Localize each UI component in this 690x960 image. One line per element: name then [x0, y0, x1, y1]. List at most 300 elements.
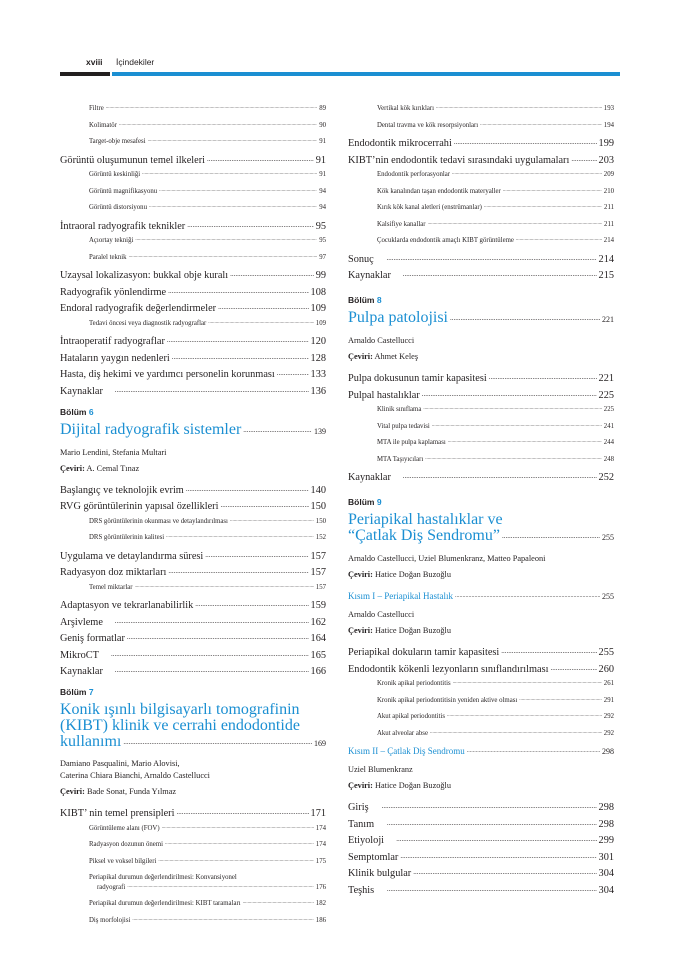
toc-entry-title: KIBT’nin endodontik tedavi sırasındaki uygulamaları [348, 154, 570, 166]
toc-subentry[interactable] [60, 824, 326, 835]
toc-entry-title: Tanım [348, 818, 375, 830]
toc-page-number: 89 [319, 105, 326, 112]
toc-entry-title: Kaynaklar [60, 666, 103, 677]
chapter-translators: Çeviri: Ahmet Keleş [348, 352, 419, 361]
toc-page-number: 194 [603, 121, 614, 129]
toc-page-number: 157 [315, 583, 326, 591]
toc-leader-dots [501, 644, 596, 658]
toc-leader-dots [447, 710, 602, 721]
toc-leader-dots [432, 420, 602, 431]
toc-entry-title: Target-obje mesafesi [89, 138, 146, 145]
toc-leader-dots [205, 548, 308, 562]
toc-page-number: 301 [598, 851, 614, 863]
toc-leader-dots [207, 152, 314, 166]
toc-leader-dots [135, 234, 317, 245]
toc-page-number: 109 [315, 319, 326, 327]
toc-page-number: 174 [315, 841, 326, 848]
toc-page-number: 97 [319, 253, 326, 261]
part-translators: Çeviri: Hatice Doğan Buzoğlu [348, 626, 452, 635]
toc-subentry[interactable] [348, 104, 614, 115]
toc-page-number: 91 [319, 171, 326, 178]
toc-entry[interactable] [60, 484, 326, 498]
chapter-translators: Çeviri: A. Cemal Tınaz [60, 463, 140, 473]
toc-entry[interactable] [60, 220, 326, 234]
toc-subentry[interactable] [60, 137, 326, 148]
toc-entry[interactable] [60, 500, 326, 514]
toc-leader-dots [386, 251, 596, 265]
chapter-label: Bölüm 9 [348, 497, 382, 507]
toc-page-number: 193 [603, 105, 614, 112]
toc-group [348, 372, 614, 485]
toc-page-number: 260 [598, 663, 614, 675]
toc-page-number: 90 [319, 121, 326, 129]
chapter-authors: Mario Lendini, Stefania Multari [60, 447, 167, 457]
toc-page-number: 298 [598, 802, 614, 813]
toc-page-number: 211 [604, 220, 614, 228]
toc-entry-title: Kaynaklar [348, 270, 391, 281]
toc-subentry[interactable] [348, 236, 614, 247]
toc-subentry[interactable] [348, 712, 614, 723]
toc-entry-title: Semptomlar [348, 851, 399, 863]
toc-leader-dots [387, 882, 597, 896]
toc-entry[interactable] [60, 566, 326, 580]
toc-leader-dots [396, 832, 596, 846]
toc-leader-dots [453, 677, 602, 688]
toc-entry[interactable] [60, 368, 326, 382]
toc-page-number: 91 [319, 138, 326, 145]
toc-entry[interactable] [60, 154, 326, 168]
toc-entry[interactable]: Periapikal durumun değerlendirilmesi: Konvansiyonel radyografi ..... 176 [60, 873, 326, 893]
toc-entry[interactable] [60, 665, 326, 679]
toc-entry-title: Görüntü distorsiyonu [89, 204, 147, 211]
toc-leader-dots [430, 727, 602, 738]
toc-page-number: 210 [603, 187, 614, 195]
toc-page-number: 214 [603, 237, 614, 244]
toc-page-number: 108 [310, 286, 326, 298]
toc-subentry[interactable] [60, 583, 326, 594]
toc-subentry[interactable] [60, 916, 326, 927]
toc-group [60, 899, 326, 926]
toc-leader-dots [243, 897, 314, 908]
toc-leader-dots [195, 597, 308, 611]
toc-entry-title: Radyasyon dozunun önemi [89, 841, 163, 848]
toc-entry[interactable] [348, 253, 614, 267]
toc-subentry[interactable] [60, 533, 326, 544]
toc-page-number: 99 [315, 270, 326, 281]
chapter-translators: Çeviri: Hatice Doğan Buzoğlu [348, 570, 452, 579]
toc-entry[interactable] [348, 269, 614, 283]
toc-leader-dots [428, 218, 603, 229]
toc-page-number: 225 [598, 389, 614, 401]
toc-leader-dots [218, 300, 308, 314]
toc-leader-dots [167, 333, 309, 347]
toc-page-number: 186 [315, 916, 326, 924]
toc-entry-title: Çocuklarda endodontik amaçlı KIBT görüntüleme [377, 237, 514, 244]
toc-leader-dots [400, 849, 596, 863]
chapter-title[interactable]: Dijital radyografik sistemler ..... 139 [60, 422, 326, 440]
toc-subentry[interactable] [348, 121, 614, 132]
toc-subentry[interactable] [60, 170, 326, 181]
part-authors: Uziel Blumenkranz [348, 765, 413, 774]
toc-leader-dots [115, 383, 309, 397]
toc-entry-title: Giriş [348, 802, 369, 813]
toc-entry[interactable] [60, 649, 326, 663]
toc-entry-title: Etiyoloji [348, 835, 385, 846]
toc-leader-dots [220, 498, 308, 512]
toc-page-number: 128 [310, 352, 326, 364]
toc-leader-dots [425, 453, 602, 464]
toc-page-number: 165 [310, 649, 326, 661]
toc-page-number: 211 [604, 204, 614, 211]
toc-page-number: 136 [310, 385, 326, 397]
toc-entry-title: MikroCT [60, 649, 99, 661]
toc-page-number: 298 [598, 818, 614, 830]
toc-leader-dots [413, 865, 596, 879]
toc-entry-title: Dental travma ve kök resorpsiyonları [377, 121, 479, 129]
toc-entry-title: Piksel ve voksel bilgileri [89, 857, 157, 865]
toc-leader-dots [230, 267, 314, 281]
header-section-title: İçindekiler [116, 57, 155, 67]
toc-page-number: 94 [319, 204, 326, 211]
part-translators: Çeviri: Hatice Doğan Buzoğlu [348, 781, 452, 790]
toc-entry-title: Adaptasyon ve tekrarlanabilirlik [60, 600, 194, 611]
toc-leader-dots [176, 805, 308, 819]
toc-page-number: 166 [310, 666, 326, 677]
toc-column-left [60, 104, 326, 932]
toc-leader-dots [119, 119, 317, 130]
toc-subentry[interactable] [60, 236, 326, 247]
toc-entry-title: Uzaysal lokalizasyon: bukkal obje kuralı [60, 270, 229, 281]
toc-leader-dots [519, 694, 602, 705]
toc-page-number: 175 [315, 857, 326, 865]
toc-leader-dots [165, 838, 314, 849]
toc-leader-dots [158, 855, 313, 866]
toc-subentry[interactable] [60, 187, 326, 198]
toc-subentry[interactable] [60, 899, 326, 910]
toc-subentry[interactable] [60, 319, 326, 330]
toc-leader-dots [168, 284, 308, 298]
toc-page-number: 94 [319, 187, 326, 195]
toc-entry-title: Akut alveolar abse [377, 729, 428, 737]
toc-entry[interactable] [348, 646, 614, 660]
toc-entry-title: Tedavi öncesi veya diagnostik radyograflar [89, 319, 207, 327]
toc-entry-title: Pulpal hastalıklar [348, 389, 420, 401]
toc-page-number: 150 [315, 517, 326, 525]
toc-leader-dots [129, 251, 318, 262]
toc-entry-title: Kaynaklar [348, 472, 391, 483]
toc-entry[interactable] [60, 352, 326, 366]
toc-page-number: 120 [310, 336, 326, 347]
toc-entry-title: Endoral radyografik değerlendirmeler [60, 303, 217, 314]
toc-entry[interactable] [60, 599, 326, 613]
toc-page-number: 159 [310, 600, 326, 611]
toc-subentry[interactable] [60, 253, 326, 264]
toc-group [60, 484, 326, 680]
toc-leader-dots [149, 201, 317, 212]
chapter-authors: Arnaldo Castellucci, Uziel Blumenkranz, Matteo Papaleoni [348, 554, 546, 563]
toc-page-number: 157 [310, 567, 326, 578]
toc-entry[interactable] [348, 471, 614, 485]
toc-page-number: 209 [603, 171, 614, 178]
toc-entry-title: Paralel teknik [89, 253, 127, 261]
toc-subentry[interactable] [348, 455, 614, 466]
toc-leader-dots [135, 581, 314, 592]
toc-entry[interactable] [60, 302, 326, 316]
toc-group [348, 801, 614, 898]
toc-page-number: 162 [310, 616, 326, 628]
toc-leader-dots [403, 267, 597, 281]
toc-entry-title: Görüntü keskinliği [89, 171, 141, 178]
chapter-label: Bölüm 8 [348, 295, 382, 305]
toc-leader-dots [168, 564, 308, 578]
part-title[interactable]: Kısım I – Periapikal Hastalık ..... 255 [348, 590, 614, 605]
toc-page-number: 248 [603, 455, 614, 463]
toc-subentry[interactable] [348, 422, 614, 433]
toc-entry-title: Kök kanalından taşan endodontik materyaller [377, 187, 501, 195]
toc-entry-title: Klinik sınıflama [377, 406, 422, 413]
toc-entry-title: Kronik apikal periodontitis [377, 680, 451, 687]
toc-page-number: 152 [315, 534, 326, 541]
toc-page-number: 91 [315, 154, 326, 166]
part-title[interactable]: Kısım II – Çatlak Diş Sendromu ..... 298 [348, 745, 614, 760]
chapter-title[interactable]: Konik ışınlı bilgisayarlı tomografinin (KIBT) klinik ve cerrahi endodontide kullanımı ..... 169 [60, 702, 326, 752]
toc-subentry[interactable] [60, 857, 326, 868]
toc-leader-dots [489, 370, 597, 384]
toc-entry-title: Arşivleme [60, 616, 103, 628]
toc-subentry[interactable] [60, 517, 326, 528]
toc-entry-title: Kolimatör [89, 121, 117, 129]
toc-page-number: 150 [310, 501, 326, 512]
toc-subentry[interactable] [60, 121, 326, 132]
chapter-translators: Çeviri: Bade Sonat, Funda Yılmaz [60, 787, 177, 796]
toc-leader-dots [382, 799, 597, 813]
toc-subentry[interactable] [348, 170, 614, 181]
toc-leader-dots [148, 135, 318, 146]
toc-column-right [348, 104, 614, 900]
toc-subentry[interactable] [60, 840, 326, 851]
toc-leader-dots [230, 515, 314, 526]
toc-entry[interactable] [60, 616, 326, 630]
toc-leader-dots [571, 152, 596, 166]
toc-entry[interactable] [348, 867, 614, 881]
toc-leader-dots [208, 317, 314, 328]
toc-page-number: 157 [310, 550, 326, 562]
toc-page-number: 171 [310, 808, 326, 819]
toc-leader-dots [448, 436, 602, 447]
toc-group [348, 646, 614, 739]
toc-entry-title: İntraoperatif radyograflar [60, 336, 165, 347]
toc-page-number: 199 [598, 138, 614, 149]
toc-entry-title: Klinik bulgular [348, 868, 412, 879]
toc-page-number: 109 [310, 303, 326, 314]
toc-leader-dots [277, 366, 309, 380]
toc-leader-dots [159, 185, 317, 196]
toc-entry-title: İntraoral radyografik teknikler [60, 220, 186, 232]
toc-leader-dots [503, 185, 602, 196]
toc-leader-dots [132, 914, 313, 925]
toc-page-number: 203 [598, 154, 614, 166]
toc-entry[interactable] [60, 335, 326, 349]
toc-page-number: 95 [315, 220, 326, 232]
toc-entry[interactable] [60, 632, 326, 646]
toc-page-number: 214 [598, 253, 614, 265]
toc-leader-dots [403, 469, 597, 483]
toc-page-number: 221 [598, 373, 614, 384]
header-page-number: xviii [86, 57, 103, 67]
toc-page-number: 225 [603, 406, 614, 413]
toc-entry-title: Diş morfolojisi [89, 916, 131, 924]
header-rule-dark [60, 72, 110, 76]
chapter-title[interactable]: Periapikal hastalıklar ve “Çatlak Diş Sendromu” ..... 255 [348, 512, 614, 546]
toc-entry-title: Radyasyon doz miktarları [60, 567, 167, 578]
toc-page-number: 215 [598, 270, 614, 281]
toc-entry-title: Görüntüleme alanı (FOV) [89, 824, 160, 832]
toc-entry[interactable] [348, 663, 614, 677]
toc-entry[interactable] [348, 818, 614, 832]
toc-entry-title: Hataların yaygın nedenleri [60, 352, 170, 364]
toc-page-number: 291 [603, 696, 614, 704]
toc-entry-title: Hasta, diş hekimi ve yardımcı personelin korunması [60, 369, 275, 380]
toc-entry-title: MTA Taşıyıcıları [377, 455, 424, 463]
toc-entry-title: Geniş formatlar [60, 633, 125, 644]
toc-entry-title: Görüntü magnifikasyonu [89, 187, 158, 195]
toc-entry-title: DRS görüntülerinin kalitesi [89, 534, 165, 541]
toc-entry-title: Radyografik yönlendirme [60, 286, 167, 298]
toc-page-number: 164 [310, 633, 326, 644]
toc-subentry[interactable] [348, 187, 614, 198]
toc-entry-title: Kırık kök kanal aletleri (enstrümanlar) [377, 204, 482, 211]
toc-entry[interactable] [60, 385, 326, 399]
part-authors: Arnaldo Castellucci [348, 610, 415, 619]
toc-entry[interactable] [60, 269, 326, 283]
toc-page-number: 140 [310, 484, 326, 496]
toc-leader-dots [187, 218, 313, 232]
toc-entry-title: Kronik apikal periodontitisin yeniden aktive olması [377, 696, 518, 704]
chapter-authors: Damiano Pasqualini, Mario Alovisi, Caterina Chiara Bianchi, Arnaldo Castellucci [60, 759, 210, 780]
toc-entry-title: Kaynaklar [60, 385, 103, 397]
toc-leader-dots [162, 822, 314, 833]
toc-subentry[interactable] [60, 203, 326, 214]
toc-entry-title: Periapikal dokuların tamir kapasitesi [348, 647, 500, 658]
toc-page-number: 292 [603, 713, 614, 720]
toc-entry-title: Teşhis [348, 884, 375, 896]
toc-entry[interactable] [60, 807, 326, 821]
toc-page-number: 133 [310, 369, 326, 380]
chapter-authors: Arnaldo Castellucci [348, 336, 415, 345]
toc-leader-dots [111, 647, 309, 661]
toc-entry-title: DRS görüntülerinin okunması ve detaylandırılması [89, 517, 228, 525]
toc-entry-title: Akut apikal periodontitis [377, 713, 445, 720]
toc-entry-title: Uygulama ve detaylandırma süresi [60, 550, 204, 562]
toc-entry-title: Periapikal durumun değerlendirilmesi: KIBT taramaları [89, 900, 241, 907]
toc-entry-title: Kalsifiye kanallar [377, 220, 426, 228]
chapter-title[interactable]: Pulpa patolojisi ..... 221 [348, 310, 614, 328]
toc-page-number: 255 [598, 647, 614, 658]
toc-entry[interactable] [348, 137, 614, 151]
toc-leader-dots [115, 614, 309, 628]
toc-leader-dots [172, 350, 309, 364]
toc-entry[interactable] [348, 851, 614, 865]
toc-leader-dots [422, 387, 597, 401]
toc-leader-dots [166, 531, 314, 542]
toc-page-number: 261 [603, 680, 614, 687]
toc-leader-dots [452, 168, 602, 179]
toc-entry-title: Endodontik kökenli lezyonların sınıflandırılması [348, 663, 549, 675]
toc-subentry[interactable] [348, 220, 614, 231]
toc-leader-dots [480, 119, 602, 130]
toc-leader-dots [423, 403, 601, 414]
toc-page-number: 252 [598, 472, 614, 483]
header-rule-accent [112, 72, 620, 76]
toc-page-number: 174 [315, 824, 326, 832]
toc-group [60, 104, 326, 399]
toc-leader-dots [186, 482, 309, 496]
toc-entry[interactable] [348, 154, 614, 168]
toc-group [348, 104, 614, 283]
toc-entry-title: Açıortay tekniği [89, 237, 134, 244]
toc-entry[interactable] [348, 372, 614, 386]
toc-leader-dots [454, 135, 597, 149]
toc-entry-title: Endodontik mikrocerrahi [348, 138, 452, 149]
toc-leader-dots [127, 630, 309, 644]
toc-entry-title: Vital pulpa tedavisi [377, 422, 430, 430]
toc-subentry[interactable] [348, 679, 614, 690]
toc-entry-title: Başlangıç ve teknolojik evrim [60, 484, 184, 496]
toc-leader-dots [115, 663, 309, 677]
toc-entry-title: Vertikal kök kırıkları [377, 105, 435, 112]
toc-page-number: 304 [598, 884, 614, 896]
toc-entry-title: Filtre [89, 105, 104, 112]
toc-leader-dots [387, 816, 597, 830]
toc-leader-dots [142, 168, 317, 179]
toc-page-number: 304 [598, 868, 614, 879]
toc-entry-title: Pulpa dokusunun tamir kapasitesi [348, 373, 487, 384]
toc-subentry[interactable] [60, 104, 326, 115]
toc-entry-title: KIBT’ nin temel prensipleri [60, 808, 175, 819]
chapter-label: Bölüm 7 [60, 687, 94, 697]
chapter-label: Bölüm 6 [60, 406, 94, 417]
toc-entry-title: MTA ile pulpa kaplaması [377, 439, 446, 446]
toc-leader-dots [550, 661, 596, 675]
toc-page-number: 292 [603, 729, 614, 737]
toc-page-number: 299 [598, 835, 614, 846]
toc-leader-dots [436, 102, 602, 113]
toc-subentry[interactable] [348, 203, 614, 214]
toc-entry[interactable] [348, 389, 614, 403]
toc-entry-title: Sonuç [348, 253, 374, 265]
toc-entry[interactable] [348, 801, 614, 815]
toc-entry[interactable] [60, 286, 326, 300]
toc-subentry[interactable] [348, 405, 614, 416]
toc-entry-title: Görüntü oluşumunun temel ilkeleri [60, 154, 205, 166]
toc-entry-title: RVG görüntülerinin yapısal özellikleri [60, 501, 219, 512]
toc-subentry[interactable] [348, 729, 614, 740]
toc-subentry[interactable] [348, 696, 614, 707]
toc-entry[interactable] [60, 550, 326, 564]
toc-group [60, 807, 326, 867]
toc-page-number: 244 [603, 439, 614, 446]
toc-entry[interactable] [348, 884, 614, 898]
toc-leader-dots [106, 102, 317, 113]
toc-entry-title: Temel miktarlar [89, 583, 133, 591]
toc-page-number: 241 [603, 422, 614, 430]
toc-page-number: 95 [319, 237, 326, 244]
toc-entry[interactable] [348, 834, 614, 848]
toc-entry-title: Endodontik perforasyonlar [377, 171, 451, 178]
toc-page-number: 182 [315, 900, 326, 907]
toc-subentry[interactable] [348, 438, 614, 449]
toc-leader-dots [484, 201, 602, 212]
